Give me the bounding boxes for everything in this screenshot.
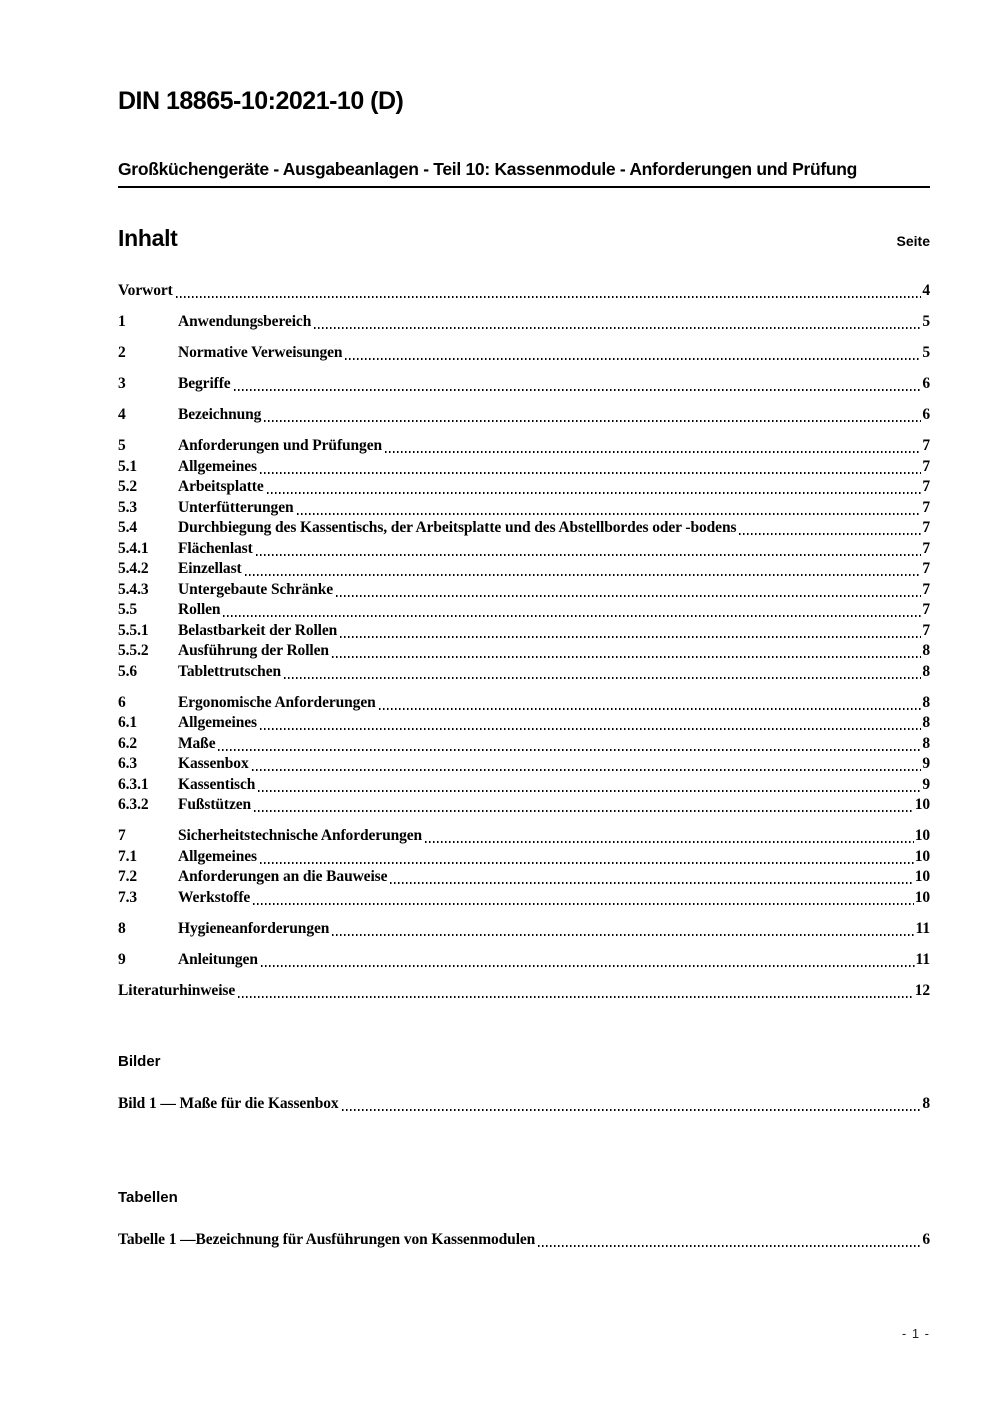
toc-entry-title: Einzellast: [178, 560, 242, 577]
toc-entry-number: 7.3: [118, 888, 138, 906]
toc-entry-title: Ausführung der Rollen: [178, 642, 329, 659]
toc-entry-number: 3: [118, 375, 126, 392]
toc-entry-number: 5.1: [118, 457, 138, 475]
toc-entry-page: 10: [914, 868, 930, 885]
toc-entry: [118, 826, 930, 847]
dot-leader: [218, 749, 921, 751]
toc-entry-title: Allgemeines: [178, 457, 257, 475]
toc-entry-page: 7: [922, 560, 930, 577]
toc-entry-title: Werkstoffe: [178, 888, 251, 906]
toc-entry-page: 8: [922, 662, 930, 680]
toc-entry: [118, 775, 930, 796]
list-item-label: Tabelle 1 —Bezeichnung für Ausführungen von Kassenmodulen: [118, 1230, 536, 1248]
toc-entry-page: 5: [922, 313, 930, 330]
dot-leader: [260, 862, 914, 864]
toc-entry-page: 7: [922, 580, 930, 598]
dot-leader: [336, 595, 921, 597]
dot-leader: [332, 934, 914, 936]
toc-entry-page: 7: [922, 539, 930, 557]
toc-entry-number: 5.2: [118, 478, 138, 495]
toc-entry: [118, 343, 930, 364]
toc-entry-page: 8: [922, 642, 930, 659]
page-number-footer: - 1 -: [901, 1326, 930, 1341]
toc-entry-number: 5.5: [118, 601, 138, 618]
dot-leader: [245, 574, 922, 576]
dot-leader: [538, 1245, 921, 1247]
toc-entry: [118, 734, 930, 755]
toc-entry: [118, 795, 930, 816]
toc-entry-number: 6.3: [118, 755, 138, 772]
toc-entry-number: 2: [118, 344, 126, 361]
dot-leader: [234, 389, 922, 391]
document-title: DIN 18865-10:2021-10 (D): [118, 87, 404, 115]
toc-entry-page: 11: [915, 950, 930, 968]
toc-entry-title: Anwendungsbereich: [178, 313, 312, 330]
dot-leader: [252, 769, 922, 771]
toc-entry-title: Hygieneanforderungen: [178, 919, 330, 937]
dot-leader: [267, 492, 922, 494]
dot-leader: [261, 965, 915, 967]
toc-entry: [118, 539, 930, 560]
toc-entry: [118, 281, 930, 302]
toc-entry: [118, 867, 930, 888]
toc-entry: [118, 981, 930, 1002]
toc-entry-page: 7: [922, 478, 930, 495]
toc-entry: [118, 405, 930, 426]
toc-entry: [118, 888, 930, 909]
dot-leader: [223, 615, 921, 617]
toc-entry-title: Maße: [178, 734, 216, 752]
toc-entry: [118, 950, 930, 971]
toc-entry-number: 9: [118, 950, 126, 968]
toc-entry-title: Begriffe: [178, 375, 231, 392]
dot-leader: [385, 451, 921, 453]
toc-entry-page: 9: [922, 775, 930, 793]
dot-leader: [340, 636, 921, 638]
toc-entry: [118, 312, 930, 333]
dot-leader: [314, 327, 921, 329]
figures-list: [118, 1072, 930, 1115]
toc-entry-title: Anforderungen an die Bauweise: [178, 868, 388, 885]
toc-entry-title: Kassentisch: [178, 775, 256, 793]
toc-entry-number: 5.5.1: [118, 621, 149, 639]
toc-entry-number: 6.3.2: [118, 796, 149, 813]
dot-leader: [238, 996, 914, 998]
toc-entry-title: Fußstützen: [178, 796, 252, 813]
toc-entry-title: Tablettrutschen: [178, 662, 281, 680]
toc-entry-number: 6.1: [118, 714, 138, 731]
toc-entry-page: 8: [922, 693, 930, 711]
toc-entry: [118, 754, 930, 775]
toc-entry-page: 12: [914, 981, 930, 999]
dot-leader: [297, 513, 922, 515]
dot-leader: [345, 358, 921, 360]
toc-header: [118, 224, 930, 252]
list-item: [118, 1230, 930, 1251]
toc-entry-number: 4: [118, 406, 126, 423]
toc-entry: [118, 436, 930, 457]
figures-heading: Bilder: [118, 1053, 161, 1070]
toc-entry-page: 9: [922, 755, 930, 772]
toc-entry-title: Bezeichnung: [178, 406, 262, 423]
toc-entry-number: 5: [118, 437, 126, 454]
toc-entry-title: Belastbarkeit der Rollen: [178, 621, 338, 639]
toc-entry: [118, 477, 930, 498]
toc-entry-page: 10: [914, 796, 930, 813]
toc-entry-number: 5.4: [118, 519, 138, 536]
toc-entry-title: Untergebaute Schränke: [178, 580, 334, 598]
dot-leader: [332, 656, 921, 658]
dot-leader: [739, 533, 921, 535]
toc-heading: Inhalt: [118, 225, 178, 251]
toc-entry-number: 6.2: [118, 734, 138, 752]
dot-leader: [284, 677, 921, 679]
dot-leader: [379, 708, 922, 710]
toc-entry-title: Arbeitsplatte: [178, 478, 264, 495]
toc-entry-number: 5.4.3: [118, 580, 149, 598]
toc-entry-page: 10: [914, 847, 930, 865]
dot-leader: [176, 296, 922, 298]
toc-entry-number: 8: [118, 919, 126, 937]
toc-entry-title: Unterfütterungen: [178, 498, 294, 516]
toc-entry-page: 11: [915, 919, 930, 937]
toc-entry-page: 7: [922, 457, 930, 475]
toc-entry-page: 6: [922, 406, 930, 423]
toc-entry-title: Flächenlast: [178, 539, 253, 557]
toc-entry-page: 7: [922, 519, 930, 536]
toc-entry-page: 7: [922, 601, 930, 618]
toc-list: [118, 252, 930, 1001]
toc-entry-title: Literaturhinweise: [118, 981, 236, 999]
toc-entry: [118, 498, 930, 519]
toc-entry-page: 10: [914, 888, 930, 906]
toc-entry-page: 4: [922, 282, 930, 299]
toc-entry: [118, 580, 930, 601]
toc-entry-number: 6: [118, 693, 126, 711]
tables-list: [118, 1208, 930, 1251]
dot-leader: [256, 554, 922, 556]
toc-entry-title: Rollen: [178, 601, 221, 618]
dot-leader: [390, 882, 913, 884]
list-item-page: 6: [922, 1230, 930, 1248]
toc-entry-number: 6.3.1: [118, 775, 149, 793]
dot-leader: [264, 420, 921, 422]
list-item-page: 8: [922, 1095, 930, 1112]
toc-entry-page: 7: [922, 498, 930, 516]
dot-leader: [253, 903, 914, 905]
toc-entry: [118, 662, 930, 683]
toc-entry: [118, 693, 930, 714]
toc-entry-number: 5.4.2: [118, 560, 149, 577]
toc-entry-title: Normative Verweisungen: [178, 344, 343, 361]
toc-entry: [118, 713, 930, 734]
toc-entry: [118, 518, 930, 539]
toc-entry-title: Ergonomische Anforderungen: [178, 693, 376, 711]
toc-entry-number: 5.5.2: [118, 642, 149, 659]
toc-entry: [118, 559, 930, 580]
toc-entry-number: 1: [118, 313, 126, 330]
toc-entry: [118, 374, 930, 395]
toc-entry: [118, 600, 930, 621]
dot-leader: [342, 1109, 922, 1111]
toc-entry-title: Anforderungen und Prüfungen: [178, 437, 383, 454]
tables-heading: Tabellen: [118, 1188, 178, 1206]
document-subtitle: Großküchengeräte - Ausgabeanlagen - Teil 10: Kassenmodule - Anforderungen und Prüfung: [118, 158, 930, 188]
toc-entry: [118, 457, 930, 478]
dot-leader: [260, 472, 921, 474]
toc-entry-number: 7.1: [118, 847, 138, 865]
toc-entry-number: 5.4.1: [118, 539, 149, 557]
toc-entry: [118, 641, 930, 662]
toc-entry: [118, 847, 930, 868]
toc-entry-page: 7: [922, 437, 930, 454]
dot-leader: [258, 790, 921, 792]
toc-entry-page: 7: [922, 621, 930, 639]
list-item-label: Bild 1 — Maße für die Kassenbox: [118, 1095, 339, 1112]
toc-entry-title: Vorwort: [118, 282, 173, 299]
dot-leader: [260, 728, 921, 730]
toc-entry-title: Sicherheitstechnische Anforderungen: [178, 827, 423, 844]
page-content: [118, 0, 930, 1250]
toc-entry-title: Anleitungen: [178, 950, 258, 968]
toc-entry-title: Kassenbox: [178, 755, 249, 772]
toc-entry-page: 8: [922, 714, 930, 731]
dot-leader: [425, 841, 914, 843]
toc-entry-title: Durchbiegung des Kassentischs, der Arbeitsplatte und des Abstellbordes oder -bodens: [178, 519, 737, 536]
toc-entry-number: 5.3: [118, 498, 138, 516]
toc-entry-page: 5: [922, 344, 930, 361]
toc-entry-number: 7: [118, 827, 126, 844]
dot-leader: [254, 810, 914, 812]
list-item: [118, 1094, 930, 1115]
toc-entry-page: 10: [914, 827, 930, 844]
toc-entry-title: Allgemeines: [178, 847, 257, 865]
toc-entry: [118, 621, 930, 642]
toc-entry-page: 6: [922, 375, 930, 392]
toc-entry-page: 8: [922, 734, 930, 752]
toc-entry: [118, 919, 930, 940]
toc-entry-number: 7.2: [118, 868, 138, 885]
page-column-label: Seite: [896, 233, 930, 249]
toc-entry-number: 5.6: [118, 662, 138, 680]
toc-entry-title: Allgemeines: [178, 714, 257, 731]
